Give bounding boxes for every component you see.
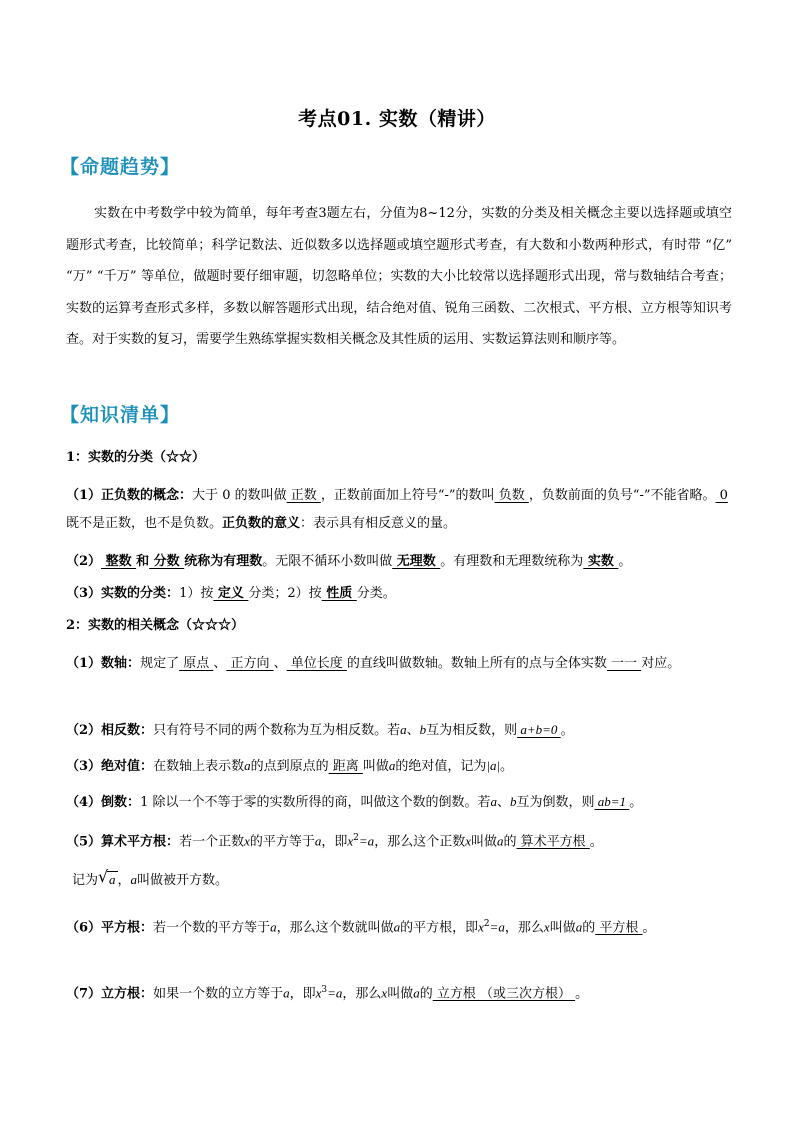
- blank-real: 实数: [583, 554, 619, 569]
- item-rational-irrational: （2） 整数 和 分数 统称为有理数。无限不循环小数叫做 无理数 。有理数和无理数统称为 实数 。: [66, 554, 632, 569]
- blank-sum-zero: a+b=0: [517, 722, 561, 737]
- label-classification: 实数的分类：: [101, 586, 180, 601]
- blank-property: 性质: [321, 586, 357, 601]
- item-classification: （3）实数的分类：1）按 定义 分类；2）按 性质 分类。: [66, 586, 396, 601]
- item-arithmetic-root: （5）算术平方根：若一个正数x的平方等于a，即$x^2=a$，那么这个正数x叫做a的 算术平方根 。: [66, 833, 603, 850]
- blank-distance: 距离: [328, 759, 363, 774]
- label-arithmetic-root: 算术平方根：: [101, 834, 180, 850]
- blank-square-root: 平方根: [595, 920, 643, 936]
- label-absolute-value: 绝对值：: [101, 759, 154, 774]
- blank-arithmetic-root: 算术平方根: [516, 834, 590, 850]
- blank-product-one: ab=1: [594, 794, 630, 809]
- label-opposite: 相反数：: [101, 723, 154, 738]
- label-meaning: 正负数的意义: [222, 516, 301, 531]
- blank-direction: 正方向: [226, 656, 274, 671]
- blank-integer: 整数: [101, 554, 137, 569]
- blank-negative: 负数: [494, 488, 529, 503]
- knowledge-heading-2: 2：实数的相关概念（☆☆☆）: [66, 618, 245, 633]
- page-title: 考点01. 实数（精讲）: [298, 108, 496, 130]
- section-heading-trend: 【命题趋势】: [60, 156, 181, 178]
- item-opposite: （2）相反数：只有符号不同的两个数称为互为相反数。若a、b互为相反数，则 a+b=0 。: [66, 722, 574, 738]
- item-number-line: （1）数轴：规定了 原点 、 正方向 、 单位长度 的直线叫做数轴。数轴上所有的点与全体实数 一一 对应。: [66, 656, 681, 671]
- blank-zero: 0: [715, 488, 728, 503]
- blank-fraction: 分数: [149, 554, 185, 569]
- blank-cube-root: 立方根 （或三次方根）: [432, 986, 576, 1002]
- blank-definition: 定义: [213, 586, 249, 601]
- item-cube-root: （7）立方根：如果一个数的立方等于a，即$x^3=a$，那么x叫做a的 立方根 （或三次方根） 。: [66, 985, 589, 1002]
- label-square-root: 平方根：: [101, 920, 154, 936]
- trend-line-4: 形式出现，常与数轴结合考查；实数的运算考查形式多样，多数以解答题形式出现，结合绝对值、锐角三: [66, 269, 732, 316]
- label-reciprocal: 倒数：: [101, 795, 141, 810]
- item-square-root: （6）平方根：若一个数的平方等于a，那么这个数就叫做a的平方根，即$x^2=a$，那么x叫做a的 平方根 。: [66, 919, 656, 936]
- section-heading-knowledge: 【知识清单】: [60, 404, 181, 426]
- trend-paragraph: [66, 198, 732, 356]
- label-number-line: 数轴：: [101, 656, 141, 671]
- trend-line-1: 实数在中考数学中较为简单，每年考查3题左右，分值为8~12分，实数的分类及相关概念主要以选择: [94, 206, 680, 221]
- item-arithmetic-root-note: 记为 √ a ，a叫做被开方数。: [72, 868, 744, 893]
- trend-line-3: 形式，有时带 “亿” “万” “千万” 等单位，做题时要仔细审题，切忽略单位；实数的大小比较常以选择题: [66, 237, 732, 284]
- trend-line-5: 函数、二次根式、平方根、立方根等知识考查。对于实数的复习，需要学生熟练掌握实数相关概念及其性: [66, 300, 732, 347]
- blank-unit-length: 单位长度: [286, 656, 347, 671]
- blank-positive: 正数: [286, 488, 321, 503]
- item-absolute-value: （3）绝对值：在数轴上表示数a的点到原点的 距离 叫做a的绝对值，记为|a|。: [66, 758, 514, 774]
- trend-line-2: 题或填空题形式考查，比较简单；科学记数法、近似数多以选择题或填空题形式考查，有大数和小数两种: [66, 206, 732, 253]
- item-reciprocal: （4）倒数：1 除以一个不等于零的实数所得的商，叫做这个数的倒数。若a、b互为倒数，则 ab=1 。: [66, 794, 643, 810]
- label-positive-negative: 正负数的概念：: [101, 488, 193, 503]
- knowledge-heading-1: 1：实数的分类（☆☆）: [66, 450, 206, 465]
- blank-origin: 原点: [179, 656, 214, 671]
- blank-irrational: 无理数: [392, 554, 441, 569]
- item-positive-negative: （1）正负数的概念：大于 0 的数叫做 正数 ，正数前面加上符号“-”的数叫 负数 ，负数前面的负号“-”不能省略。 0 既不是正数，也不是负数。正负数的意义：表示具有相反意义的量。: [66, 488, 728, 531]
- sqrt-a: √ a: [98, 867, 116, 887]
- trend-line-6: 质的运用、实数运算法则和顺序等。: [417, 332, 626, 347]
- label-cube-root: 立方根：: [101, 986, 154, 1002]
- blank-one-to-one: 一一: [606, 656, 642, 671]
